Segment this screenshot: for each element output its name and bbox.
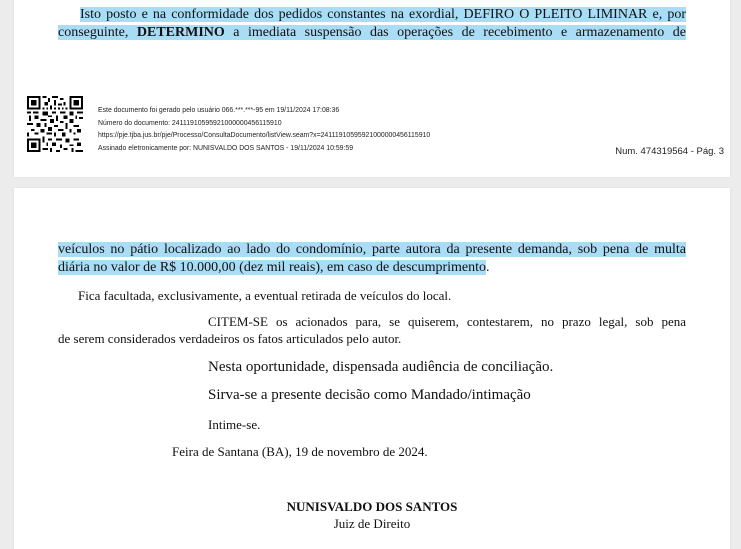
citem-line-1: CITEM-SE os acionados para, se quiserem, contestarem, no prazo legal, sob pena [208, 314, 686, 329]
page-number: Num. 474319564 - Pág. 3 [615, 146, 724, 157]
qr-code-icon [27, 96, 83, 152]
electronic-signature-info [98, 105, 558, 155]
signer-role: Juiz de Direito [333, 516, 411, 531]
paragraph-line-2: conseguinte, DETERMINO a imediata suspensão das operações de recebimento e armazenamento de [58, 24, 686, 40]
paragraph-line-2: diária no valor de R$ 10.000,00 (dez mil reais), em caso de descumprimento. [58, 260, 490, 275]
citem-paragraph [58, 314, 686, 347]
signer-name: NUNISVALDO DOS SANTOS [286, 499, 458, 514]
determino-bold: DETERMINO [136, 24, 225, 40]
paragraph-line-1: Isto posto e na conformidade dos pedidos constantes na exordial, DEFIRO O PLEITO LIMINAR e, por [80, 7, 686, 22]
consult-url-line: https://pje.tjba.jus.br/pje/Processo/ConsultaDocumento/listView.seam?x=24111910595921000000456115910 [98, 132, 431, 139]
document-page-bottom [14, 188, 730, 549]
document-number-line: Número do documento: 24111910595921000000456115910 [98, 119, 282, 127]
document-page-top [14, 0, 730, 177]
nesta-oportunidade-text: Nesta oportunidade, dispensada audiência de conciliação. [208, 359, 554, 375]
place-date-text: Feira de Santana (BA), 19 de novembro de 2024. [172, 444, 428, 459]
sirva-se-text: Sirva-se a presente decisão como Mandado/intimação [208, 387, 531, 403]
signed-by-line: Assinado eletronicamente por: NUNISVALDO DOS SANTOS - 19/11/2024 10:59:59 [98, 144, 354, 152]
signer-block [14, 498, 730, 532]
decision-paragraph [58, 6, 686, 41]
fica-facultada-text: Fica facultada, exclusivamente, a eventual retirada de veículos do local. [78, 288, 452, 303]
paragraph-line-1: veículos no pátio localizado ao lado do condomínio, parte autora da presente demanda, sob pena de multa [58, 242, 686, 257]
generated-by-line: Este documento foi gerado pelo usuário 066.***.***-95 em 19/11/2024 17:08:36 [98, 107, 340, 114]
intime-se-text: Intime-se. [208, 417, 261, 432]
continuation-paragraph [58, 241, 686, 277]
citem-line-2: de serem considerados verdadeiros os fatos articulados pelo autor. [58, 330, 402, 346]
